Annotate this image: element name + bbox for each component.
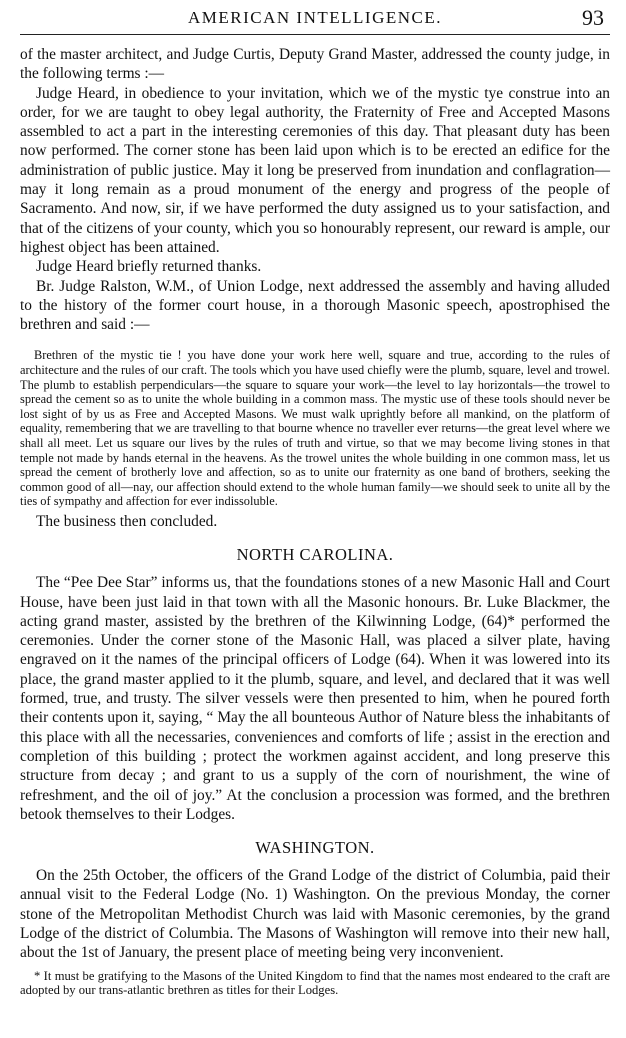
heading-washington: WASHINGTON. — [255, 838, 375, 858]
paragraph-ralston-intro: Br. Judge Ralston, W.M., of Union Lodge, next addressed the assembly and having alluded to the history of the former court house, in a thorough Masonic speech, apostrophised the brethren and said :— — [20, 277, 610, 334]
paragraph-business-concluded: The business then concluded. — [36, 512, 218, 530]
heading-north-carolina: NORTH CAROLINA. — [236, 545, 394, 565]
paragraph-judge-heard-thanks: Judge Heard briefly returned thanks. — [36, 258, 262, 276]
footnote: * It must be gratifying to the Masons of the United Kingdom to find that the names most endeared to the craft are adopted by our trans-atlantic brethren as titles for their Lodges. — [20, 968, 610, 998]
paragraph-washington: On the 25th October, the officers of the Grand Lodge of the district of Columbia, paid their annual visit to the Federal Lodge (No. 1) Washington. On the previous Monday, the corner stone of the Metropolitan Methodist Church was laid with Masonic ceremonies, by the grand Lodge of the district of Columbia. The Masons of Washington will remove into their new hall, about the 1st of January, the present place of meeting being very inconvenient. — [20, 867, 610, 962]
paragraph-north-carolina: The “Pee Dee Star” informs us, that the foundations stones of a new Masonic Hall and Court House, have been just laid in that town with all the Masonic honours. Br. Luke Blackmer, the acting grand master, assisted by the brethren of the Kilwinning Lodge, (64)* performed the ceremonies. Under the corner stone of the Masonic Hall, was placed a silver plate, having engraved on it the names of the principal officers of Lodge (64). When it was lowered into its place, the grand master applied to it the plumb, square, and level, and declared that it was well formed, true, and trusty. The silver vessels were then presented to him, when he poured forth their contents upon it, saying, “ May the all bounteous Author of Nature bless the inhabitants of this place with all the necessaries, conveniences and comforts of life ; assist in the erection and completion of this building ; protect the workmen against accident, and long preserve this structure from decay ; and grant to us a supply of the corn of nourishment, the wine of refreshment, and the oil of joy.” At the conclusion a procession was formed, and the brethren betook themselves to their Lodges. — [20, 574, 610, 823]
running-head: AMERICAN INTELLIGENCE. — [188, 8, 442, 27]
ralston-speech-quote: Brethren of the mystic tie ! you have done your work here well, square and true, according to the rules of architecture and the rules of our craft. The tools which you have used chiefly were the plumb, square, level and trowel. The plumb to establish perpendiculars—the square to square your work—the level to lay horizontals—the trowel to spread the cement so as to unite the whole building in a common mass. The mystic use of these tools should never be lost sight of by us as Free and Accepted Masons. We must walk uprightly before all mankind, on the platform of equality, remembering that we are travelling to that bourne whence no traveller ever returns—the great level where we shall all meet. Let us square our lives by the rules of truth and virtue, so that we may become living stones in that temple not made by hands eternal in the heavens. As the trowel unites the whole building in one common mass, let us spread the cement of brotherly love and affection, so as to unite our fraternity as one band of brothers, seeking the common good of all—nay, our affection should extend to the whole human family—we should seek to unite all by the ties of sympathy and affection for ever indissoluble. — [20, 348, 610, 509]
page-header — [20, 4, 610, 35]
page-number: 93 — [582, 5, 604, 30]
paragraph-continuation: of the master architect, and Judge Curtis, Deputy Grand Master, addressed the county judge, in the following terms :— — [20, 46, 610, 83]
book-page — [20, 4, 610, 998]
paragraph-judge-curtis-address: Judge Heard, in obedience to your invitation, which we of the mystic tye construe into an order, for we are taught to obey legal authority, the Fraternity of Free and Accepted Masons assembled to act a part in the interesting ceremonies of this day. That pleasant duty has been now performed. The corner stone has been laid upon which is to be erected an edifice for the administration of public justice. May it long be preserved from inundation and conflagration—may it long remain as a proud monument of the energy and progress of the people of Sacramento. And now, sir, if we have performed the duty assigned us to your satisfaction, and that of the citizens of your county, which you so honourably represent, our reward is ample, our highest object has been attained. — [20, 84, 610, 256]
